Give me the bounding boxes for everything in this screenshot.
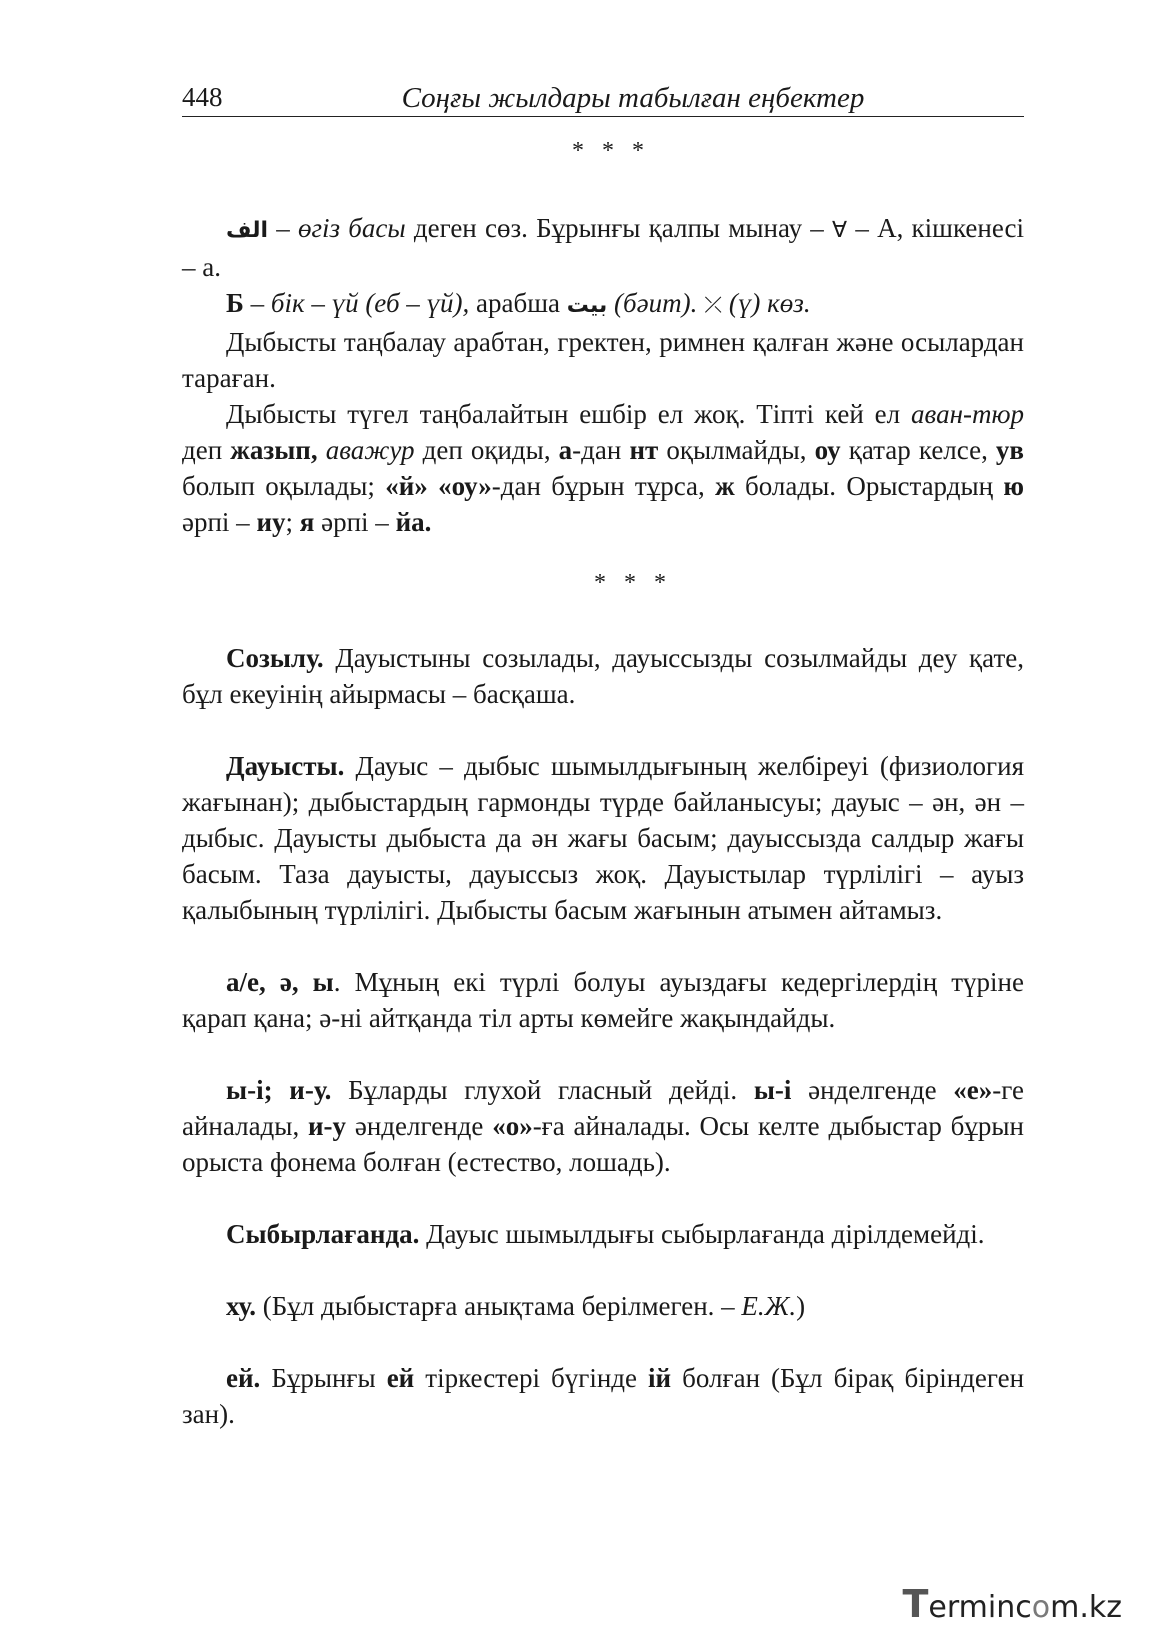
text: Дауыс – дыбыс шымылдығының желбіреуі (физиология жағынан); дыбыстардың гармонды түрде байланысуы; дауыс – ән, ән – дыбыс. Дауысты дыбыста да ән жағы басым; дауыссызда салдыр жағы басым. Таза дауысты, дауыссыз жоқ. Дауыстылар түрлілігі – ауыз қалыбының түрлілігі. Дыбысты басым жағынын атымен айтамыз. [182,751,1024,925]
text: қатар келсе, [840,435,996,465]
paragraph-xu [182,1288,1024,1324]
bold-text: нт [629,435,659,465]
text: – А, кішкенесі – а. [182,213,1024,282]
page-header [182,82,1024,117]
italic-text: (ү) көз. [728,288,811,318]
text: деп [182,435,231,465]
text: – [243,288,271,318]
bold-text: оу [814,435,841,465]
italic-text: өгіз басы [297,213,406,243]
text: – [268,213,298,243]
paragraph-vowels-a-e [182,964,1024,1036]
term-heading: Созылу. [226,643,324,673]
bold-text: ж [715,471,735,501]
bold-text: и-у [308,1111,347,1141]
text: болып оқылады; [182,471,386,501]
paragraph-origin: Дыбысты таңбалау арабтан, гректен, римнен қалған және осылардан тараған. [182,327,1024,393]
term-heading: Сыбырлағанда. [226,1219,420,1249]
bold-text: жазып, [230,435,318,465]
bold-text: ій [648,1363,672,1393]
text: әрпі – [314,507,396,537]
section-separator-1: * * * [572,138,650,164]
text: Дауыстыны созылады, дауыссызды созылмайды деу қате, бұл екеуінің айырмасы – басқаша. [182,643,1024,709]
bold-text: йа. [395,507,432,537]
italic-text: Е.Ж. [741,1291,797,1321]
paragraph-spelling [182,396,1024,540]
text: -дан бұрын тұрса, [491,471,716,501]
italic-text: (бәит). [607,288,698,318]
watermark-text: erminc [928,1590,1032,1625]
text: деп оқиды, [414,435,559,465]
paragraph-b [182,285,1024,324]
text: тіркестері бүгінде [414,1363,649,1393]
italic-text: аван-тюр [911,399,1024,429]
text: . Мұның екі түрлі болуы ауыздағы кедергілердің түріне қарап қана; ә-ні айтқанда тіл арты көмейге жақындайды. [182,967,1024,1033]
text: ; [285,507,300,537]
bold-text: «й» «оу» [385,471,492,501]
paragraph-ei [182,1360,1024,1432]
bold-text: «е» [953,1075,993,1105]
text: болады. Орыстардың [734,471,1004,501]
paragraph-vowels-y-i [182,1072,1024,1180]
arabic-word-bait: بيت [566,293,608,318]
running-title: Соңғы жылдары табылған еңбектер [401,82,865,114]
text: ) [796,1291,806,1321]
watermark-letter: T [902,1582,929,1626]
magnifier-icon: o [1031,1590,1051,1625]
watermark-text: m.kz [1050,1590,1122,1625]
paragraph-whisper [182,1216,1024,1252]
text: оқылмайды, [658,435,815,465]
bold-text: ей [386,1363,415,1393]
text: -ге айналады, [182,1075,1024,1141]
bold-text: Б [226,288,244,318]
ancient-a-symbol: ∀ [832,218,848,243]
text: болған (Бұл бірақ біріндеген зан). [182,1363,1025,1429]
bold-text: ю [1003,471,1025,501]
paragraph-alif [182,210,1024,285]
text: әрпі – [182,507,257,537]
text: Бұрынғы [260,1363,387,1393]
text: -дан [572,435,630,465]
term-heading: ху. [226,1291,257,1321]
arabic-word-alif: الف [226,218,269,243]
text: әнделгенде [791,1075,954,1105]
text: Дыбысты түгел таңбалайтын ешбір ел жоқ. Тіпті кей ел [226,399,912,429]
italic-text: аважур [325,435,415,465]
text: -ға айналады. Осы келте дыбыстар бұрын орыста фонема болған (естество, лошадь). [182,1111,1024,1177]
section-alphabet [182,210,1024,540]
bold-text: иу [256,507,286,537]
paragraph-sozylu [182,640,1024,712]
eye-symbol: ⤫ [697,293,729,318]
text: арабша [469,288,567,318]
text: деген сөз. Бұрынғы қалпы мынау – [405,213,833,243]
text: Бұларды глухой гласный дейді. [331,1075,754,1105]
watermark-logo [902,1582,1122,1626]
bold-text: а [558,435,573,465]
section-phonetics [182,640,1024,1468]
section-separator-2: * * * [594,570,672,596]
page-number: 448 [182,82,223,112]
bold-text: ув [995,435,1025,465]
term-heading: ы-і; и-у. [226,1075,332,1105]
italic-text: бік – үй (еб – үй), [270,288,470,318]
paragraph-dauysty [182,748,1024,928]
bold-text: ы-і [753,1075,792,1105]
term-heading: Дауысты. [226,751,345,781]
text: (Бұл дыбыстарға анықтама берілмеген. – [256,1291,742,1321]
text: әнделгенде [346,1111,493,1141]
text [318,435,326,465]
term-heading: а/е, ә, ы [226,967,334,997]
text: Дауыс шымылдығы сыбырлағанда дірілдемейді. [419,1219,985,1249]
bold-text: «о» [492,1111,533,1141]
bold-text: я [299,507,315,537]
term-heading: ей. [226,1363,261,1393]
